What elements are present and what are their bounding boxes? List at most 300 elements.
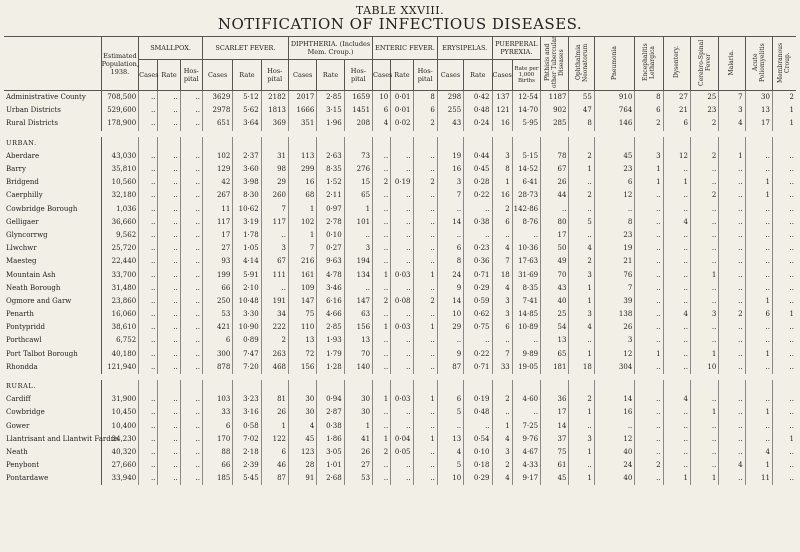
- table-cell: ..: [772, 459, 796, 472]
- table-cell: 910: [594, 91, 635, 105]
- table-cell: 1666: [289, 104, 317, 117]
- table-cell: 2: [261, 334, 288, 347]
- table-cell: 1: [492, 176, 512, 189]
- table-cell: ..: [158, 393, 180, 406]
- poliomyelitis-header: Acute Poliomyelitis: [745, 37, 772, 91]
- table-cell: 12·54: [512, 91, 540, 105]
- table-cell: ..: [180, 255, 202, 268]
- district-name: Rural Districts: [6, 119, 58, 128]
- table-cell: ..: [180, 446, 202, 459]
- table-cell: ..: [772, 203, 796, 216]
- district-name: Barry: [6, 165, 26, 174]
- table-cell: 181: [541, 361, 569, 374]
- table-cell: ..: [413, 361, 437, 374]
- table-cell: 87: [261, 472, 288, 485]
- table-cell: 72: [289, 348, 317, 361]
- table-cell: 1187: [541, 91, 569, 105]
- table-cell: ..: [719, 321, 745, 334]
- table-cell: ..: [690, 459, 718, 472]
- table-cell: 1: [373, 393, 391, 406]
- table-cell: 25: [541, 308, 569, 321]
- table-cell: 0·03: [391, 321, 413, 334]
- table-cell: 14: [437, 216, 463, 229]
- population-cell: 10,560: [101, 176, 138, 189]
- table-cell: ..: [635, 321, 663, 334]
- table-cell: ..: [139, 216, 158, 229]
- table-cell: 0·58: [233, 420, 261, 433]
- table-cell: 1: [690, 406, 718, 419]
- table-row: [4, 104, 796, 117]
- table-cell: 2·39: [233, 459, 261, 472]
- table-cell: ..: [139, 117, 158, 130]
- table-cell: 75: [541, 446, 569, 459]
- table-cell: ..: [139, 321, 158, 334]
- table-cell: ..: [158, 361, 180, 374]
- table-cell: ..: [663, 348, 690, 361]
- table-cell: ..: [745, 321, 772, 334]
- population-cell: 43,030: [101, 150, 138, 163]
- table-cell: 351: [289, 117, 317, 130]
- table-cell: ..: [690, 176, 718, 189]
- table-cell: ..: [690, 216, 718, 229]
- table-cell: 298: [437, 91, 463, 105]
- table-cell: ..: [772, 321, 796, 334]
- table-cell: 1: [289, 229, 317, 242]
- table-cell: 31: [261, 150, 288, 163]
- table-number: TABLE XXVIII.: [355, 4, 445, 17]
- table-cell: ..: [180, 163, 202, 176]
- table-cell: 110: [289, 321, 317, 334]
- table-cell: 1: [569, 472, 594, 485]
- table-cell: 70: [344, 348, 372, 361]
- district-header: [4, 37, 101, 91]
- population-cell: 9,562: [101, 229, 138, 242]
- table-cell: 764: [594, 104, 635, 117]
- table-cell: ..: [413, 308, 437, 321]
- table-cell: 12: [594, 189, 635, 202]
- table-cell: 651: [202, 117, 232, 130]
- table-cell: 0·01: [391, 91, 413, 105]
- district-name: Urban Districts: [6, 106, 61, 115]
- table-cell: ..: [391, 334, 413, 347]
- table-cell: 0·54: [464, 433, 492, 446]
- table-cell: ..: [635, 308, 663, 321]
- table-cell: 10: [690, 361, 718, 374]
- district-name: Pontypridd: [6, 323, 45, 332]
- table-cell: 5·91: [233, 268, 261, 281]
- table-cell: 14·70: [512, 104, 540, 117]
- table-cell: 299: [289, 163, 317, 176]
- table-cell: 13: [541, 334, 569, 347]
- encephalitis-header: Encephalitis Lethargica: [635, 37, 663, 91]
- table-cell: ..: [690, 334, 718, 347]
- table-cell: 0·36: [464, 255, 492, 268]
- table-cell: 0·22: [464, 348, 492, 361]
- table-cell: ..: [373, 406, 391, 419]
- population-cell: 178,900: [101, 117, 138, 130]
- table-cell: ..: [158, 91, 180, 105]
- table-cell: ..: [745, 361, 772, 374]
- table-cell: ..: [719, 393, 745, 406]
- table-cell: 3·16: [233, 406, 261, 419]
- table-cell: ..: [635, 189, 663, 202]
- table-cell: ..: [180, 189, 202, 202]
- table-cell: 4: [492, 242, 512, 255]
- table-row: [4, 216, 796, 229]
- population-cell: 27,660: [101, 459, 138, 472]
- table-cell: ..: [180, 361, 202, 374]
- table-cell: 3·46: [317, 282, 344, 295]
- table-cell: 1: [344, 203, 372, 216]
- table-cell: 9: [437, 282, 463, 295]
- table-cell: ..: [413, 420, 437, 433]
- table-cell: 45: [541, 472, 569, 485]
- table-cell: 1: [569, 282, 594, 295]
- table-row: [4, 242, 796, 255]
- table-cell: ..: [158, 433, 180, 446]
- diphtheria-header: DIPHTHERIA. (Includes Mem. Croup.): [289, 37, 373, 60]
- table-cell: ..: [413, 229, 437, 242]
- table-cell: ..: [464, 420, 492, 433]
- table-cell: 3: [261, 242, 288, 255]
- table-cell: 65: [344, 189, 372, 202]
- table-cell: ..: [569, 459, 594, 472]
- table-cell: ..: [772, 268, 796, 281]
- table-cell: 1·96: [317, 117, 344, 130]
- table-cell: 43: [541, 282, 569, 295]
- population-cell: 31,480: [101, 282, 138, 295]
- table-cell: 0·19: [464, 393, 492, 406]
- table-cell: 140: [344, 361, 372, 374]
- table-cell: 1: [690, 472, 718, 485]
- table-cell: ..: [180, 176, 202, 189]
- table-cell: 1659: [344, 91, 372, 105]
- table-cell: ..: [413, 242, 437, 255]
- table-cell: 4: [492, 433, 512, 446]
- table-cell: 27: [344, 459, 372, 472]
- table-cell: 5·95: [512, 117, 540, 130]
- table-cell: 18: [569, 361, 594, 374]
- table-cell: 0·03: [391, 393, 413, 406]
- table-cell: ..: [569, 420, 594, 433]
- table-cell: 0·19: [391, 176, 413, 189]
- table-cell: 3·19: [233, 216, 261, 229]
- table-cell: ..: [158, 348, 180, 361]
- table-cell: ..: [261, 229, 288, 242]
- table-cell: ..: [663, 406, 690, 419]
- table-cell: ..: [344, 282, 372, 295]
- scarlet-fever-header: SCARLET FEVER.: [202, 37, 288, 60]
- table-cell: 121: [492, 104, 512, 117]
- district-name: Llwchwr: [6, 244, 37, 253]
- table-cell: ..: [663, 229, 690, 242]
- table-cell: ..: [745, 282, 772, 295]
- table-cell: 1·28: [317, 361, 344, 374]
- table-cell: 26: [541, 176, 569, 189]
- table-cell: 6: [492, 216, 512, 229]
- table-cell: 3·15: [317, 104, 344, 117]
- table-cell: ..: [158, 459, 180, 472]
- table-cell: ..: [663, 255, 690, 268]
- table-cell: 1: [569, 446, 594, 459]
- table-cell: ..: [635, 216, 663, 229]
- table-cell: 3629: [202, 91, 232, 105]
- table-cell: ..: [569, 334, 594, 347]
- table-cell: 9: [437, 348, 463, 361]
- table-cell: 134: [344, 268, 372, 281]
- diphtheria-cases-header: Cases: [289, 60, 317, 91]
- notification-table: [4, 36, 796, 485]
- table-cell: 137: [492, 91, 512, 105]
- table-row: [4, 406, 796, 419]
- table-cell: 13: [344, 334, 372, 347]
- table-cell: 1: [719, 150, 745, 163]
- table-cell: 14: [541, 420, 569, 433]
- table-cell: 33: [492, 361, 512, 374]
- table-cell: ..: [139, 406, 158, 419]
- table-cell: 46: [261, 459, 288, 472]
- table-cell: 9·76: [512, 433, 540, 446]
- table-cell: ..: [690, 393, 718, 406]
- table-cell: ..: [512, 334, 540, 347]
- table-cell: 113: [289, 150, 317, 163]
- table-cell: 117: [261, 216, 288, 229]
- table-cell: ..: [413, 446, 437, 459]
- table-cell: 80: [541, 216, 569, 229]
- dysentery-header: Dysentery.: [663, 37, 690, 91]
- table-cell: 2·18: [233, 446, 261, 459]
- table-cell: ..: [594, 203, 635, 216]
- table-cell: ..: [745, 334, 772, 347]
- table-cell: 31·69: [512, 268, 540, 281]
- table-cell: ..: [772, 361, 796, 374]
- erysipelas-header: ERYSIPELAS.: [437, 37, 492, 60]
- table-cell: ..: [772, 163, 796, 176]
- table-cell: 255: [437, 104, 463, 117]
- table-cell: 70: [541, 268, 569, 281]
- table-cell: 53: [202, 308, 232, 321]
- table-cell: ..: [373, 282, 391, 295]
- table-cell: 2·87: [317, 406, 344, 419]
- table-cell: 28: [289, 459, 317, 472]
- table-cell: ..: [180, 91, 202, 105]
- table-cell: 8: [635, 91, 663, 105]
- table-cell: 88: [202, 446, 232, 459]
- table-cell: ..: [413, 216, 437, 229]
- table-cell: 1: [745, 348, 772, 361]
- population-cell: 36,660: [101, 216, 138, 229]
- table-cell: 1: [663, 472, 690, 485]
- population-cell: 6,752: [101, 334, 138, 347]
- table-cell: 8·76: [512, 216, 540, 229]
- district-name: Penarth: [6, 310, 34, 319]
- table-cell: 0·04: [391, 433, 413, 446]
- membranous-croup-header: Membranous Croup.: [772, 37, 796, 91]
- table-cell: 2·85: [317, 321, 344, 334]
- table-cell: 0·03: [391, 268, 413, 281]
- table-cell: ..: [391, 255, 413, 268]
- table-cell: 78: [541, 150, 569, 163]
- table-cell: 2978: [202, 104, 232, 117]
- table-cell: 30: [745, 91, 772, 105]
- table-cell: ..: [180, 104, 202, 117]
- table-cell: ..: [690, 295, 718, 308]
- population-header: Estimated Population, 1938.: [101, 37, 138, 91]
- table-cell: ..: [391, 163, 413, 176]
- table-cell: 16: [594, 406, 635, 419]
- table-cell: 102: [202, 150, 232, 163]
- table-cell: 7: [437, 189, 463, 202]
- table-cell: ..: [437, 420, 463, 433]
- table-cell: 1·93: [317, 334, 344, 347]
- table-cell: 30: [344, 406, 372, 419]
- table-title: NOTIFICATION OF INFECTIOUS DISEASES.: [217, 15, 583, 33]
- table-cell: 8: [569, 117, 594, 130]
- table-cell: 156: [289, 361, 317, 374]
- table-cell: 0·10: [317, 229, 344, 242]
- table-cell: 14: [594, 393, 635, 406]
- table-cell: 7: [261, 203, 288, 216]
- table-cell: 1·52: [317, 176, 344, 189]
- table-cell: ..: [413, 406, 437, 419]
- table-cell: 3: [569, 308, 594, 321]
- table-row: [4, 268, 796, 281]
- table-cell: 2: [373, 446, 391, 459]
- table-cell: 6: [437, 242, 463, 255]
- table-cell: 0·42: [464, 91, 492, 105]
- table-cell: ..: [663, 203, 690, 216]
- table-cell: 67: [541, 163, 569, 176]
- table-cell: 267: [202, 189, 232, 202]
- table-cell: ..: [719, 268, 745, 281]
- table-cell: ..: [745, 433, 772, 446]
- table-cell: 0·29: [464, 472, 492, 485]
- table-cell: 199: [202, 268, 232, 281]
- table-cell: 12: [663, 150, 690, 163]
- table-cell: ..: [139, 393, 158, 406]
- table-cell: 1: [569, 295, 594, 308]
- table-cell: 0·48: [464, 406, 492, 419]
- table-cell: 2·10: [233, 282, 261, 295]
- table-cell: 21: [663, 104, 690, 117]
- table-cell: ..: [719, 189, 745, 202]
- table-cell: ..: [180, 334, 202, 347]
- table-cell: ..: [391, 472, 413, 485]
- table-cell: 5: [437, 459, 463, 472]
- table-cell: 10·62: [233, 203, 261, 216]
- table-cell: 1451: [344, 104, 372, 117]
- table-cell: ..: [719, 163, 745, 176]
- table-cell: 3·30: [233, 308, 261, 321]
- district-name: Administrative County: [6, 93, 86, 102]
- table-cell: ..: [139, 163, 158, 176]
- table-cell: ..: [745, 203, 772, 216]
- table-row: [4, 255, 796, 268]
- table-cell: ..: [139, 176, 158, 189]
- table-cell: 41: [344, 433, 372, 446]
- table-cell: 8·35: [512, 282, 540, 295]
- table-cell: 23: [690, 104, 718, 117]
- table-cell: ..: [139, 268, 158, 281]
- table-cell: 42: [202, 176, 232, 189]
- district-name: Pontardawe: [6, 474, 49, 483]
- table-cell: 1·01: [317, 459, 344, 472]
- table-row: [4, 295, 796, 308]
- table-cell: ..: [158, 308, 180, 321]
- table-cell: ..: [719, 348, 745, 361]
- table-cell: ..: [745, 268, 772, 281]
- table-cell: 1: [635, 348, 663, 361]
- table-cell: 4: [569, 321, 594, 334]
- table-cell: 2: [569, 150, 594, 163]
- table-cell: ..: [373, 150, 391, 163]
- table-cell: ..: [158, 295, 180, 308]
- district-name: Aberdare: [6, 151, 40, 160]
- table-cell: ..: [464, 334, 492, 347]
- table-cell: ..: [663, 242, 690, 255]
- district-name: Neath: [6, 447, 28, 456]
- population-cell: 24,230: [101, 433, 138, 446]
- table-cell: 29: [437, 321, 463, 334]
- table-cell: ..: [437, 203, 463, 216]
- table-cell: 4: [437, 446, 463, 459]
- table-cell: 4: [719, 459, 745, 472]
- table-cell: 3: [569, 268, 594, 281]
- table-cell: ..: [139, 420, 158, 433]
- table-cell: 1: [492, 420, 512, 433]
- table-cell: ..: [158, 163, 180, 176]
- table-cell: 18: [492, 268, 512, 281]
- population-cell: 1,036: [101, 203, 138, 216]
- table-cell: ..: [635, 433, 663, 446]
- table-cell: 0·01: [391, 104, 413, 117]
- table-row: [4, 308, 796, 321]
- table-cell: 16: [289, 176, 317, 189]
- table-cell: ..: [719, 242, 745, 255]
- district-name: Glyncorrwg: [6, 230, 48, 239]
- table-cell: ..: [413, 348, 437, 361]
- table-cell: 8: [594, 216, 635, 229]
- table-cell: ..: [413, 150, 437, 163]
- district-name: Gower: [6, 421, 30, 430]
- table-cell: 27: [202, 242, 232, 255]
- table-cell: 19·05: [512, 361, 540, 374]
- table-cell: ..: [635, 446, 663, 459]
- table-cell: 2·63: [317, 150, 344, 163]
- table-cell: 421: [202, 321, 232, 334]
- table-cell: ..: [139, 308, 158, 321]
- table-cell: 0·59: [464, 295, 492, 308]
- table-cell: ..: [180, 406, 202, 419]
- table-cell: ..: [158, 216, 180, 229]
- erysipelas-rate-header: Rate: [464, 60, 492, 91]
- district-name: Ogmore and Garw: [6, 296, 72, 305]
- table-cell: ..: [541, 203, 569, 216]
- table-cell: ..: [635, 361, 663, 374]
- table-row: [4, 361, 796, 374]
- table-cell: ..: [635, 255, 663, 268]
- table-row: [4, 282, 796, 295]
- table-cell: ..: [745, 420, 772, 433]
- table-cell: 8: [437, 255, 463, 268]
- table-cell: 194: [344, 255, 372, 268]
- table-cell: ..: [391, 308, 413, 321]
- table-cell: 8: [492, 163, 512, 176]
- table-cell: 4: [569, 242, 594, 255]
- table-cell: 30: [344, 393, 372, 406]
- table-cell: ..: [772, 406, 796, 419]
- table-cell: ..: [745, 393, 772, 406]
